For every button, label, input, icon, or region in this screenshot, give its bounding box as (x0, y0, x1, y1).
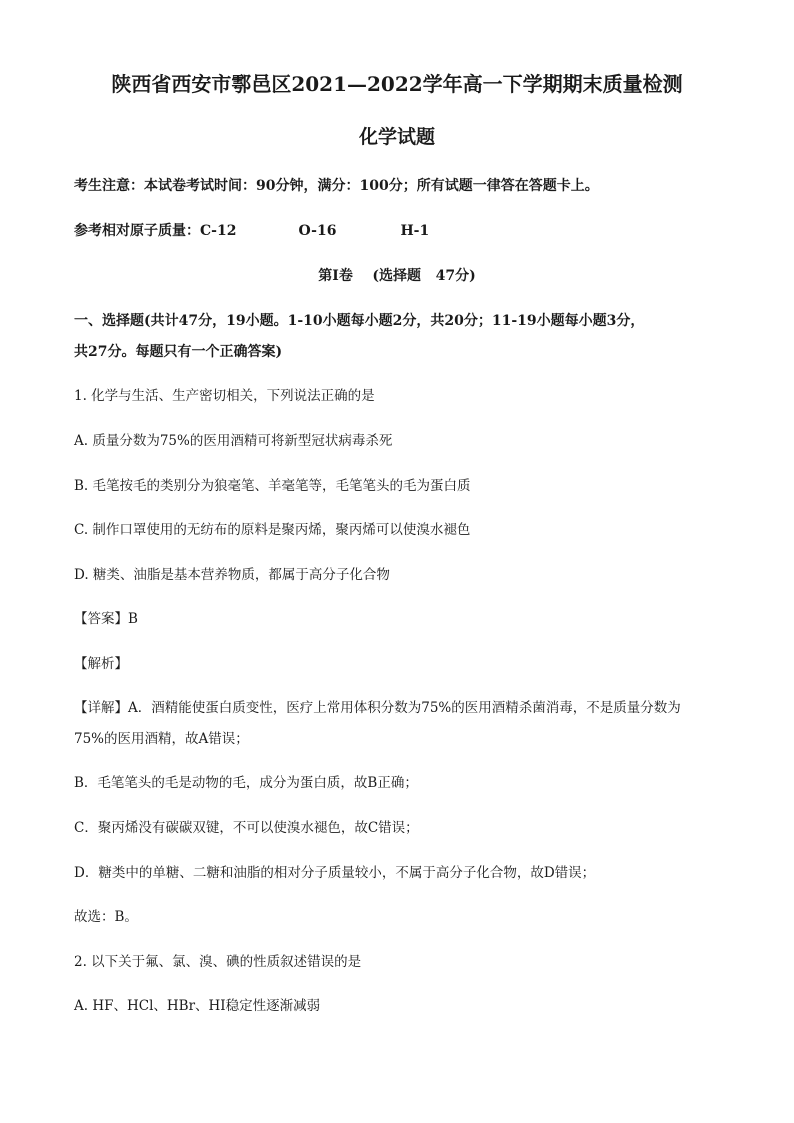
question-1-stem: 1. 化学与生活、生产密切相关，下列说法正确的是 (74, 388, 375, 404)
question-1-answer (74, 609, 138, 629)
atomic-mass-reference (74, 221, 429, 241)
document-title: 陕西省西安市鄠邑区2021—2022学年高一下学期期末质量检测 (111, 72, 683, 96)
analysis-label: 【解析】 (74, 656, 128, 672)
detail-a-line1 (74, 698, 681, 718)
volume-heading: 第I卷 (选择题 47分) (318, 268, 476, 284)
question-1-option-c: C. 制作口罩使用的无纺布的原料是聚丙烯，聚丙烯可以使溴水褪色 (74, 522, 471, 538)
detail-b: B．毛笔笔头的毛是动物的毛，成分为蛋白质，故B正确； (74, 775, 418, 791)
atomic-mass-item: C-12 (200, 223, 237, 239)
question-1-option-d: D. 糖类、油脂是基本营养物质，都属于高分子化合物 (74, 567, 390, 583)
document-subtitle: 化学试题 (358, 126, 435, 148)
detail-a-line2: 75%的医用酒精，故A错误； (74, 731, 249, 747)
question-2-option-a: A. HF、HCl、HBr、HI稳定性逐渐减弱 (74, 998, 321, 1014)
detail-label: 【详解】 (74, 700, 128, 716)
question-2-stem: 2. 以下关于氟、氯、溴、碘的性质叙述错误的是 (74, 954, 362, 970)
atomic-mass-item: O-16 (298, 223, 337, 239)
answer-value: B (128, 611, 138, 627)
section-instructions-line1: 一、选择题(共计47分，19小题。1-10小题每小题2分，共20分；11-19小题每小题3分， (74, 313, 645, 329)
detail-c: C．聚丙烯没有碳碳双键，不可以使溴水褪色，故C错误； (74, 820, 419, 836)
conclusion: 故选：B。 (74, 909, 138, 925)
question-1-option-a: A. 质量分数为75%的医用酒精可将新型冠状病毒杀死 (74, 433, 393, 449)
exam-notice: 考生注意：本试卷考试时间：90分钟，满分：100分；所有试题一律答在答题卡上。 (74, 178, 599, 194)
section-instructions-line2: 共27分。每题只有一个正确答案) (74, 344, 283, 360)
question-1-option-b: B. 毛笔按毛的类别分为狼毫笔、羊毫笔等，毛笔笔头的毛为蛋白质 (74, 478, 471, 494)
detail-a-text: A．酒精能使蛋白质变性，医疗上常用体积分数为75%的医用酒精杀菌消毒，不是质量分数为 (128, 700, 681, 716)
detail-d: D．糖类中的单糖、二糖和油脂的相对分子质量较小，不属于高分子化合物，故D错误； (74, 865, 596, 881)
answer-label: 【答案】 (74, 611, 128, 627)
atomic-mass-label: 参考相对原子质量： (74, 223, 200, 239)
atomic-mass-item: H-1 (400, 223, 430, 239)
